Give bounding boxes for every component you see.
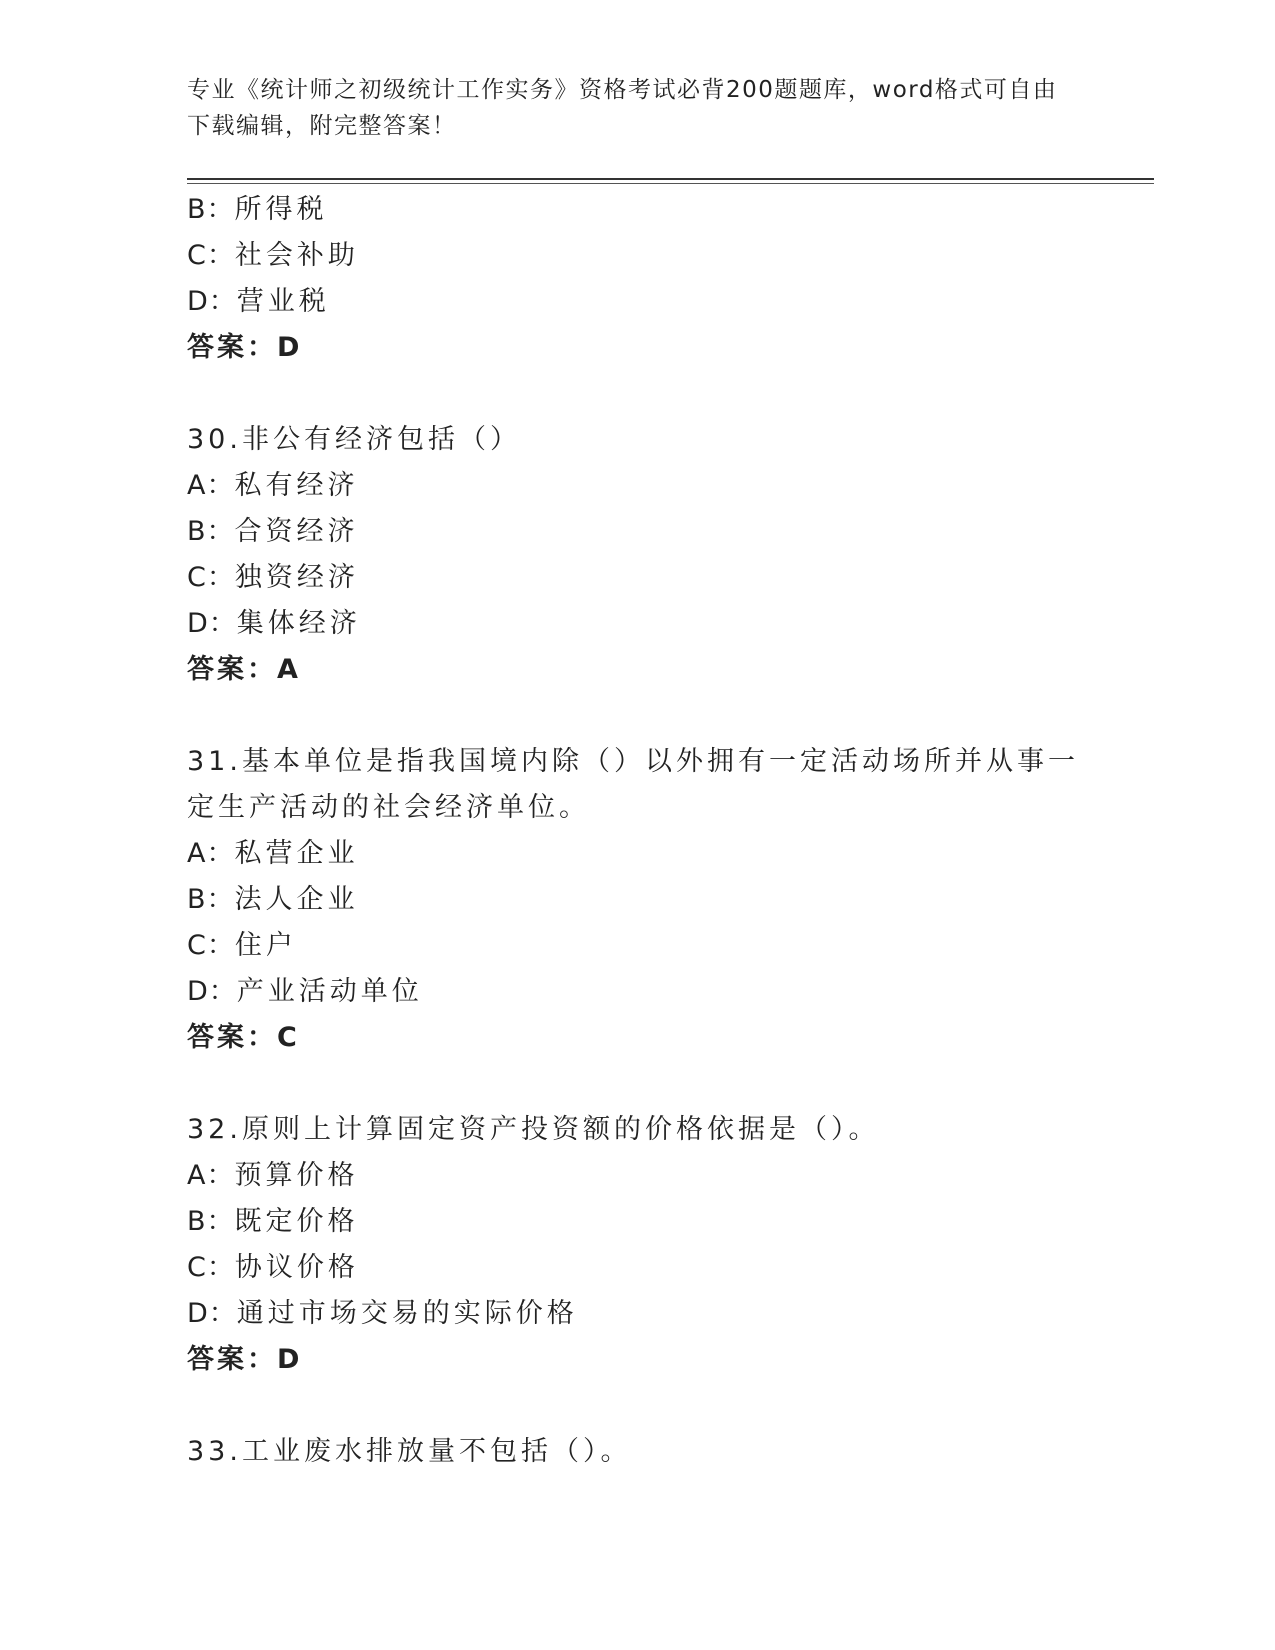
spacer: [187, 1383, 1087, 1429]
option-label: C：: [187, 930, 235, 961]
header-divider-thick: [187, 178, 1154, 180]
option-label: D：: [187, 286, 237, 317]
option-b: [187, 509, 1087, 555]
option-text: 独资经济: [234, 562, 359, 593]
option-label: D：: [187, 1298, 237, 1329]
option-a: [187, 1153, 1087, 1199]
spacer: [187, 693, 1087, 739]
option-label: B：: [187, 516, 235, 547]
option-label: D：: [187, 608, 237, 639]
option-text: 集体经济: [236, 608, 361, 639]
question-stem: 31.基本单位是指我国境内除（）以外拥有一定活动场所并从事一定生产活动的社会经济单位。: [187, 746, 1079, 823]
option-label: C：: [187, 1252, 235, 1283]
option-d: [187, 279, 1087, 325]
option-text: 协议价格: [234, 1252, 359, 1283]
question-list: [187, 187, 1087, 1475]
option-b: [187, 877, 1087, 923]
option-a: [187, 463, 1087, 509]
option-label: A：: [187, 838, 235, 869]
document-header: 专业《统计师之初级统计工作实务》资格考试必背200题题库，word格式可自由下载编辑，附完整答案！: [187, 77, 1058, 139]
option-text: 营业税: [236, 286, 330, 317]
option-text: 私营企业: [234, 838, 359, 869]
spacer: [187, 1061, 1087, 1107]
option-b: [187, 1199, 1087, 1245]
option-d: [187, 601, 1087, 647]
answer-line: 答案：C: [187, 1022, 300, 1053]
header-divider-thin: [187, 183, 1154, 184]
option-text: 产业活动单位: [236, 976, 423, 1007]
option-text: 合资经济: [234, 516, 359, 547]
answer-line: 答案：D: [187, 332, 303, 363]
option-text: 预算价格: [234, 1160, 359, 1191]
answer-line: 答案：A: [187, 654, 301, 685]
option-b: [187, 187, 1087, 233]
question-stem: 32.原则上计算固定资产投资额的价格依据是（）。: [187, 1114, 880, 1145]
option-label: C：: [187, 240, 235, 271]
option-text: 既定价格: [234, 1206, 359, 1237]
option-text: 住户: [234, 930, 297, 961]
option-text: 通过市场交易的实际价格: [236, 1298, 578, 1329]
option-text: 私有经济: [234, 470, 359, 501]
option-c: [187, 233, 1087, 279]
option-d: [187, 969, 1087, 1015]
question-stem: 33.工业废水排放量不包括（）。: [187, 1436, 632, 1467]
option-label: B：: [187, 1206, 235, 1237]
option-text: 法人企业: [234, 884, 359, 915]
option-label: B：: [187, 194, 235, 225]
option-text: 社会补助: [234, 240, 359, 271]
option-label: B：: [187, 884, 235, 915]
question-stem: 30.非公有经济包括（）: [187, 424, 521, 455]
option-c: [187, 555, 1087, 601]
option-label: A：: [187, 470, 235, 501]
option-label: C：: [187, 562, 235, 593]
option-text: 所得税: [234, 194, 328, 225]
option-c: [187, 923, 1087, 969]
option-a: [187, 831, 1087, 877]
option-label: A：: [187, 1160, 235, 1191]
option-label: D：: [187, 976, 237, 1007]
option-c: [187, 1245, 1087, 1291]
answer-line: 答案：D: [187, 1344, 303, 1375]
spacer: [187, 371, 1087, 417]
option-d: [187, 1291, 1087, 1337]
